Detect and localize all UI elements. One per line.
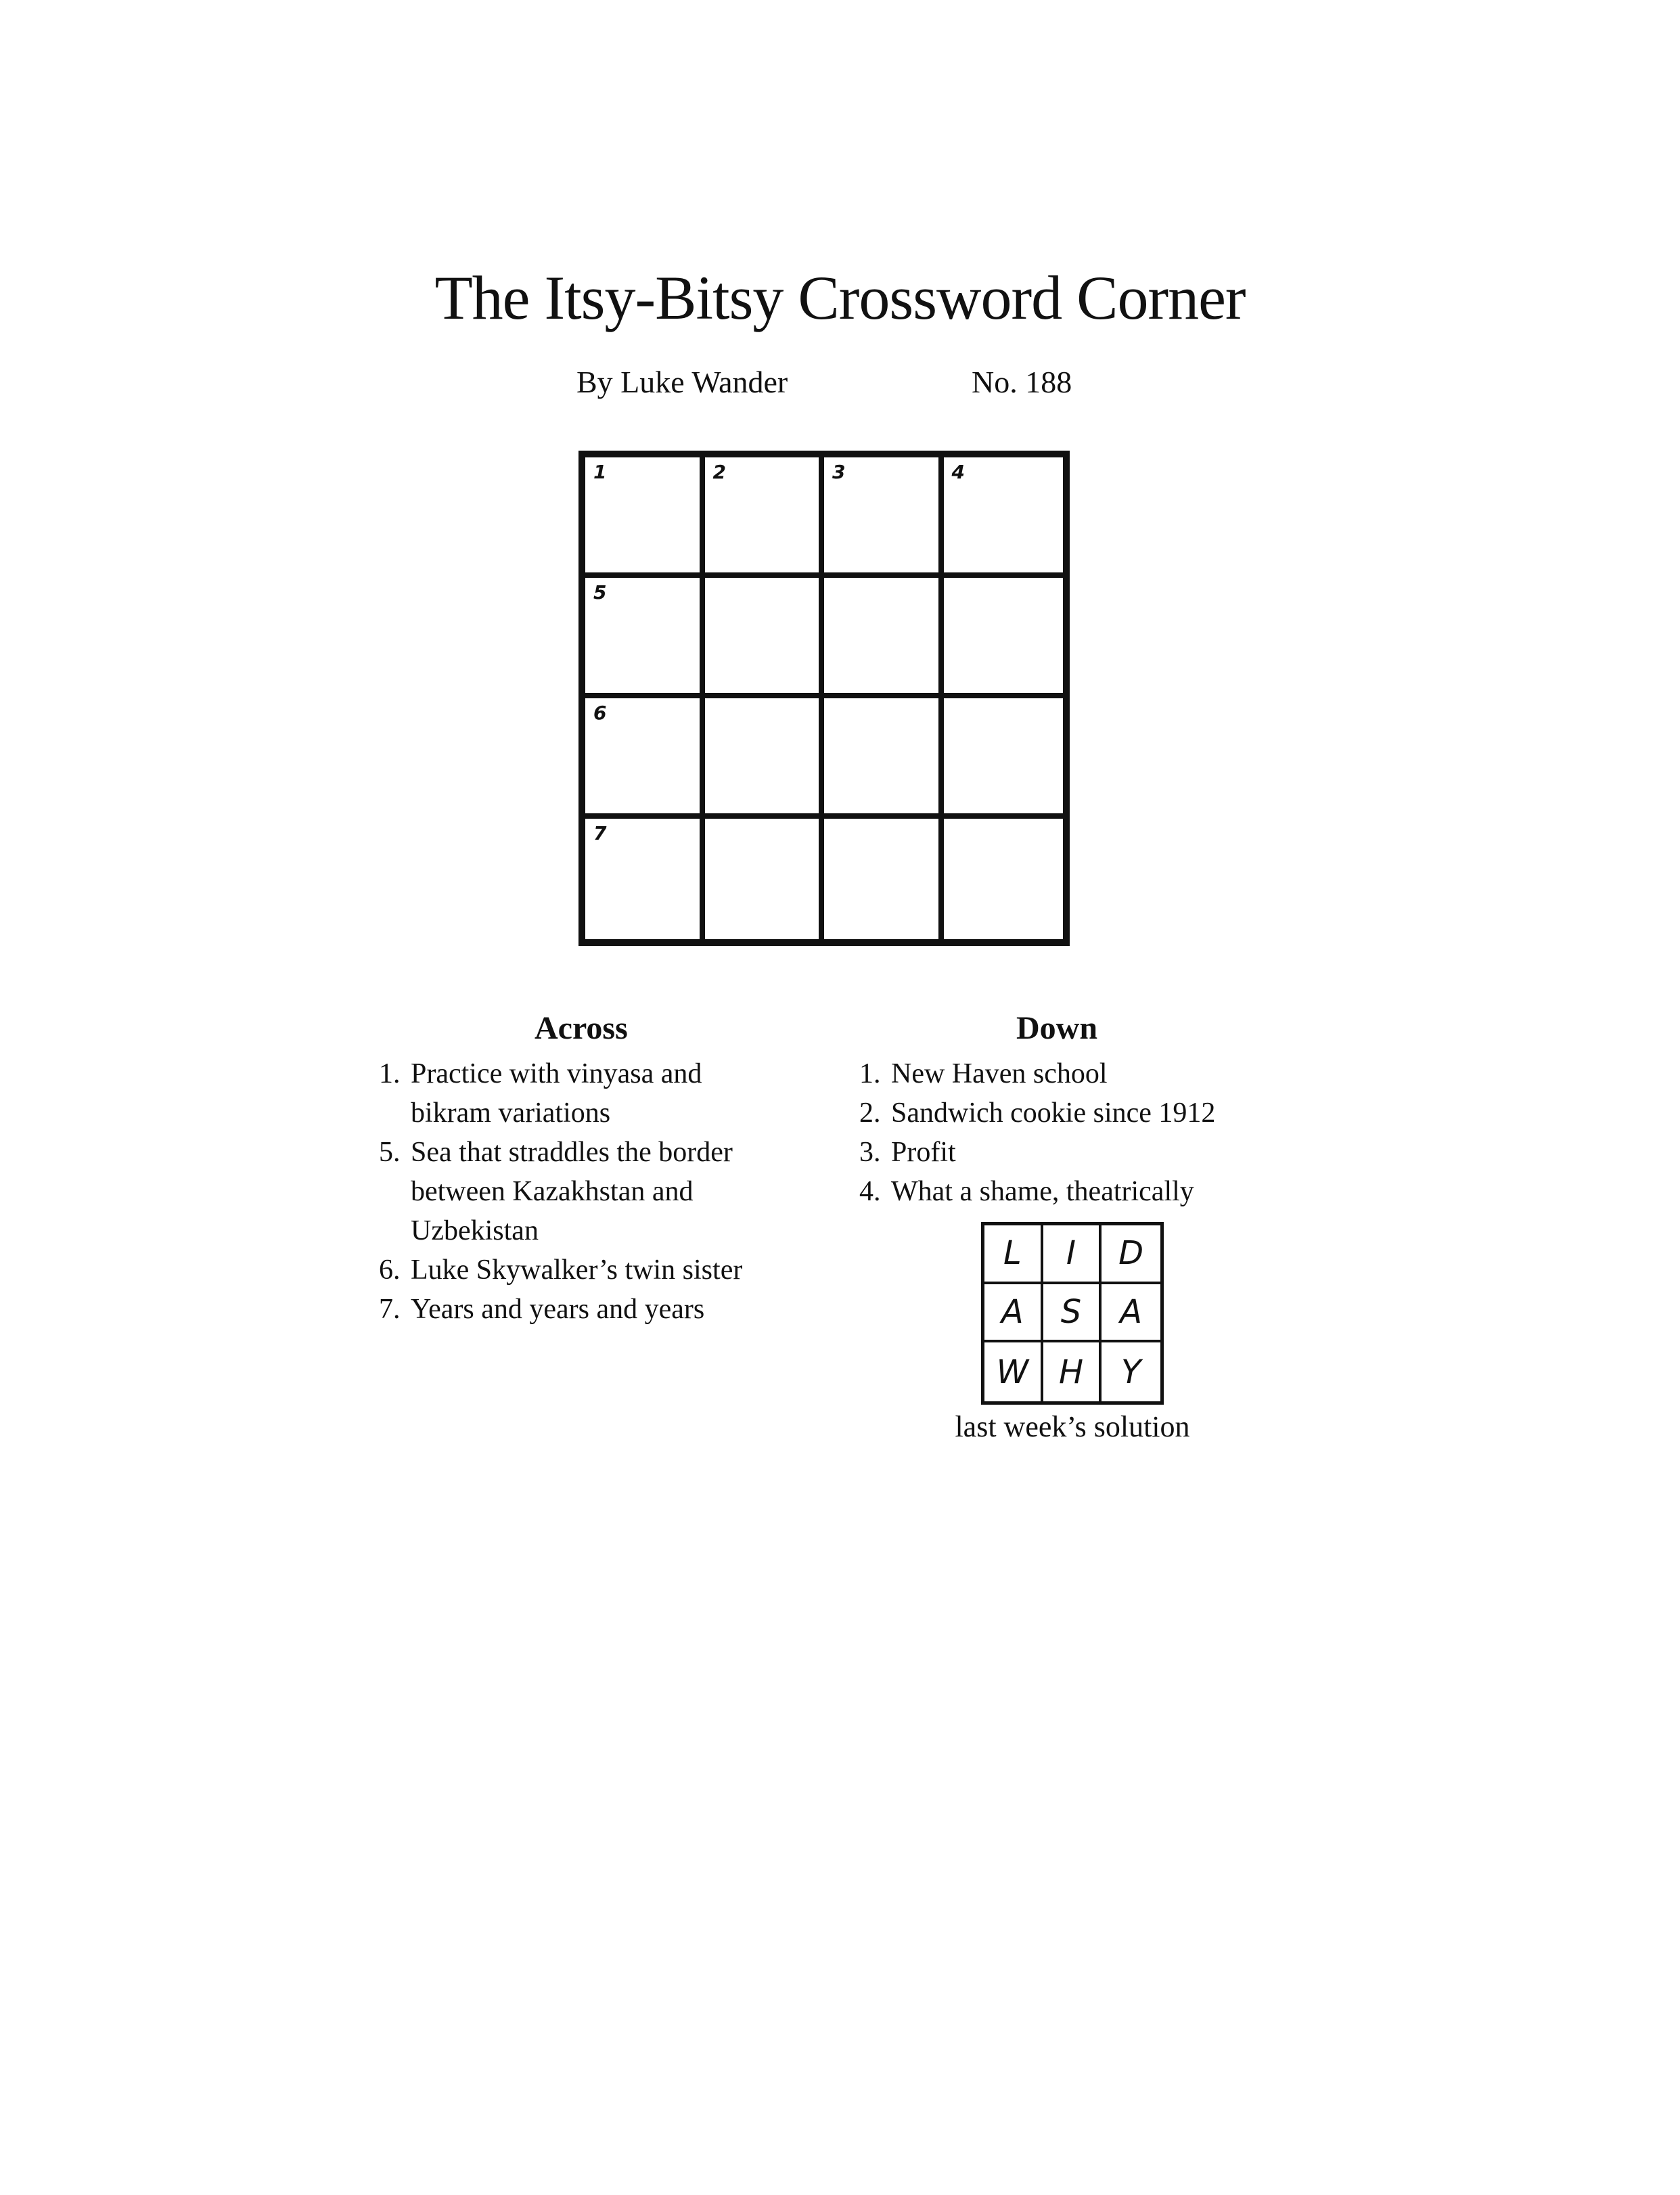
across-clue bbox=[379, 1290, 758, 1329]
clue-text: Sandwich cookie since 1912 bbox=[891, 1098, 1216, 1129]
clue-number: 5. bbox=[379, 1137, 401, 1168]
clue-number: 3. bbox=[859, 1137, 881, 1168]
author-byline: By Luke Wander bbox=[576, 365, 788, 399]
clue-number: 1. bbox=[379, 1058, 401, 1089]
down-clue bbox=[859, 1093, 1238, 1133]
grid-cell[interactable] bbox=[824, 698, 944, 819]
grid-cell[interactable] bbox=[585, 698, 705, 819]
down-clues bbox=[859, 1008, 1238, 1211]
clue-text: Profit bbox=[891, 1137, 956, 1168]
clue-text: Years and years and years bbox=[411, 1294, 705, 1325]
down-clue bbox=[859, 1172, 1238, 1211]
solution-letter: Y bbox=[1120, 1353, 1141, 1391]
across-clue-list bbox=[379, 1054, 758, 1329]
solution-letter: A bbox=[1102, 1284, 1160, 1343]
clue-number: 1. bbox=[859, 1058, 881, 1089]
cell-number: 6 bbox=[593, 702, 607, 724]
cell-number: 3 bbox=[832, 461, 846, 483]
clue-number: 7. bbox=[379, 1294, 401, 1325]
clue-number: 2. bbox=[859, 1098, 881, 1129]
last-week-solution-grid bbox=[981, 1222, 1164, 1405]
grid-cell[interactable] bbox=[705, 457, 825, 578]
cell-number: 2 bbox=[712, 461, 726, 483]
solution-letter: S bbox=[1043, 1284, 1102, 1343]
grid-cell[interactable] bbox=[824, 457, 944, 578]
clue-text: New Haven school bbox=[891, 1058, 1108, 1089]
solution-letter: D bbox=[1102, 1225, 1160, 1284]
clue-text: Practice with vinyasa and bikram variations bbox=[411, 1058, 702, 1129]
clue-text: What a shame, theatrically bbox=[891, 1176, 1194, 1207]
cell-number: 7 bbox=[593, 822, 607, 844]
grid-cell[interactable] bbox=[824, 819, 944, 939]
grid-cell[interactable] bbox=[585, 578, 705, 698]
grid-cell[interactable] bbox=[585, 457, 705, 578]
clue-text: Luke Skywalker’s twin sister bbox=[411, 1254, 743, 1286]
grid-cell[interactable] bbox=[944, 819, 1064, 939]
clue-text: Sea that straddles the border between Kazakhstan and Uzbekistan bbox=[411, 1137, 733, 1246]
cell-number: 1 bbox=[593, 461, 607, 483]
clue-number: 4. bbox=[859, 1176, 881, 1207]
grid-cell[interactable] bbox=[585, 819, 705, 939]
across-clue bbox=[379, 1054, 758, 1133]
grid-cell[interactable] bbox=[705, 698, 825, 819]
crossword-grid bbox=[578, 451, 1070, 946]
solution-letter: W bbox=[984, 1342, 1043, 1401]
cell-number: 5 bbox=[593, 581, 607, 604]
grid-cell[interactable] bbox=[944, 578, 1064, 698]
across-clue bbox=[379, 1250, 758, 1290]
down-clue bbox=[859, 1133, 1238, 1172]
cell-number: 4 bbox=[951, 461, 965, 483]
solution-letter: A bbox=[984, 1284, 1043, 1343]
grid-cell[interactable] bbox=[824, 578, 944, 698]
across-clue bbox=[379, 1133, 758, 1250]
across-clues bbox=[379, 1008, 758, 1329]
across-heading: Across bbox=[535, 1010, 628, 1046]
grid-cell[interactable] bbox=[944, 457, 1064, 578]
grid-cell[interactable] bbox=[705, 578, 825, 698]
solution-letter: L bbox=[984, 1225, 1043, 1284]
down-clue bbox=[859, 1054, 1238, 1093]
down-heading: Down bbox=[1016, 1010, 1098, 1046]
solution-caption: last week’s solution bbox=[955, 1410, 1190, 1443]
solution-letter: I bbox=[1043, 1225, 1102, 1284]
grid-cell[interactable] bbox=[705, 819, 825, 939]
solution-letter: H bbox=[1043, 1342, 1102, 1401]
down-clue-list bbox=[859, 1054, 1238, 1211]
grid-cell[interactable] bbox=[944, 698, 1064, 819]
puzzle-title: The Itsy-Bitsy Crossword Corner bbox=[434, 263, 1246, 332]
clue-number: 6. bbox=[379, 1254, 401, 1286]
issue-number: No. 188 bbox=[972, 365, 1072, 399]
